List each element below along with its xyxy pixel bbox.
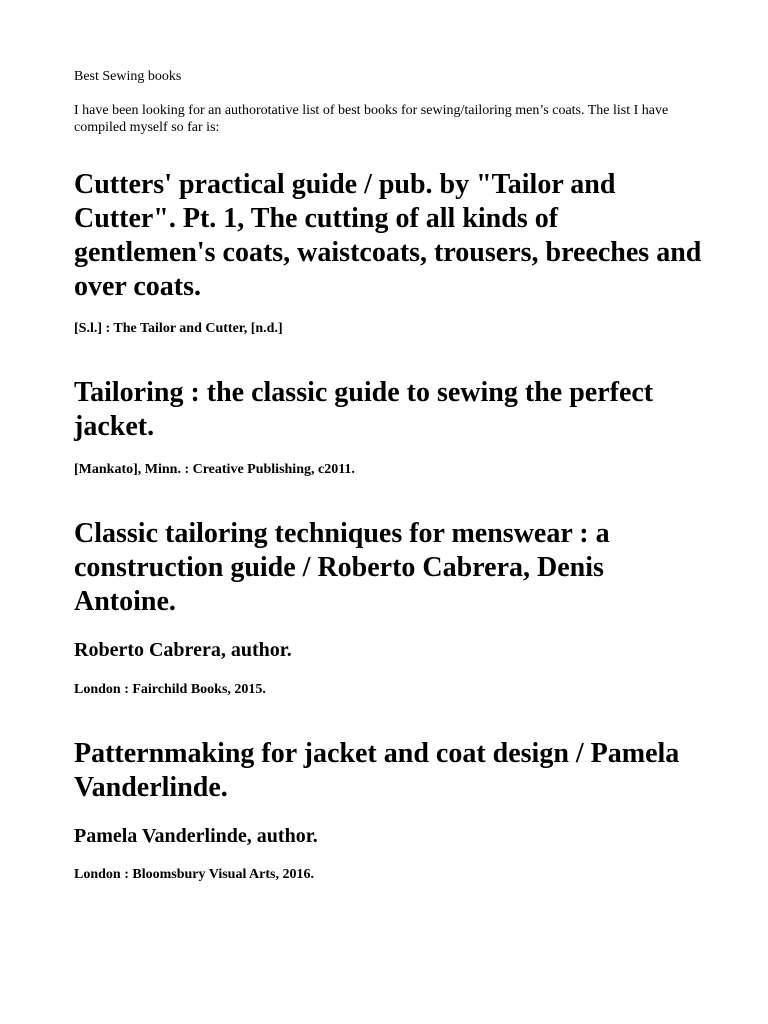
book-4-publication: London : Bloomsbury Visual Arts, 2016.	[74, 867, 314, 882]
book-1-publication: [S.l.] : The Tailor and Cutter, [n.d.]	[74, 321, 283, 336]
book-3-publication: London : Fairchild Books, 2015.	[74, 682, 266, 697]
book-2-publication: [Mankato], Minn. : Creative Publishing, c2011.	[74, 462, 355, 477]
document-title: Best Sewing books	[74, 69, 182, 84]
intro-paragraph: I have been looking for an authorotative list of best books for sewing/tailoring men’s coats. The list I have compiled myself so far is:	[74, 103, 669, 135]
book-3-author: Roberto Cabrera, author.	[74, 639, 292, 661]
book-1-title: Cutters' practical guide / pub. by "Tailor and Cutter". Pt. 1, The cutting of all kinds of gentlemen's coats, waistcoats, trousers, breeches and over coats.	[74, 169, 702, 302]
book-4-author: Pamela Vanderlinde, author.	[74, 825, 318, 847]
book-4-title: Patternmaking for jacket and coat design / Pamela Vanderlinde.	[74, 738, 680, 803]
book-2-title: Tailoring : the classic guide to sewing the perfect jacket.	[74, 377, 654, 442]
book-3-title: Classic tailoring techniques for menswear : a construction guide / Roberto Cabrera, Denis Antoine.	[74, 518, 610, 617]
